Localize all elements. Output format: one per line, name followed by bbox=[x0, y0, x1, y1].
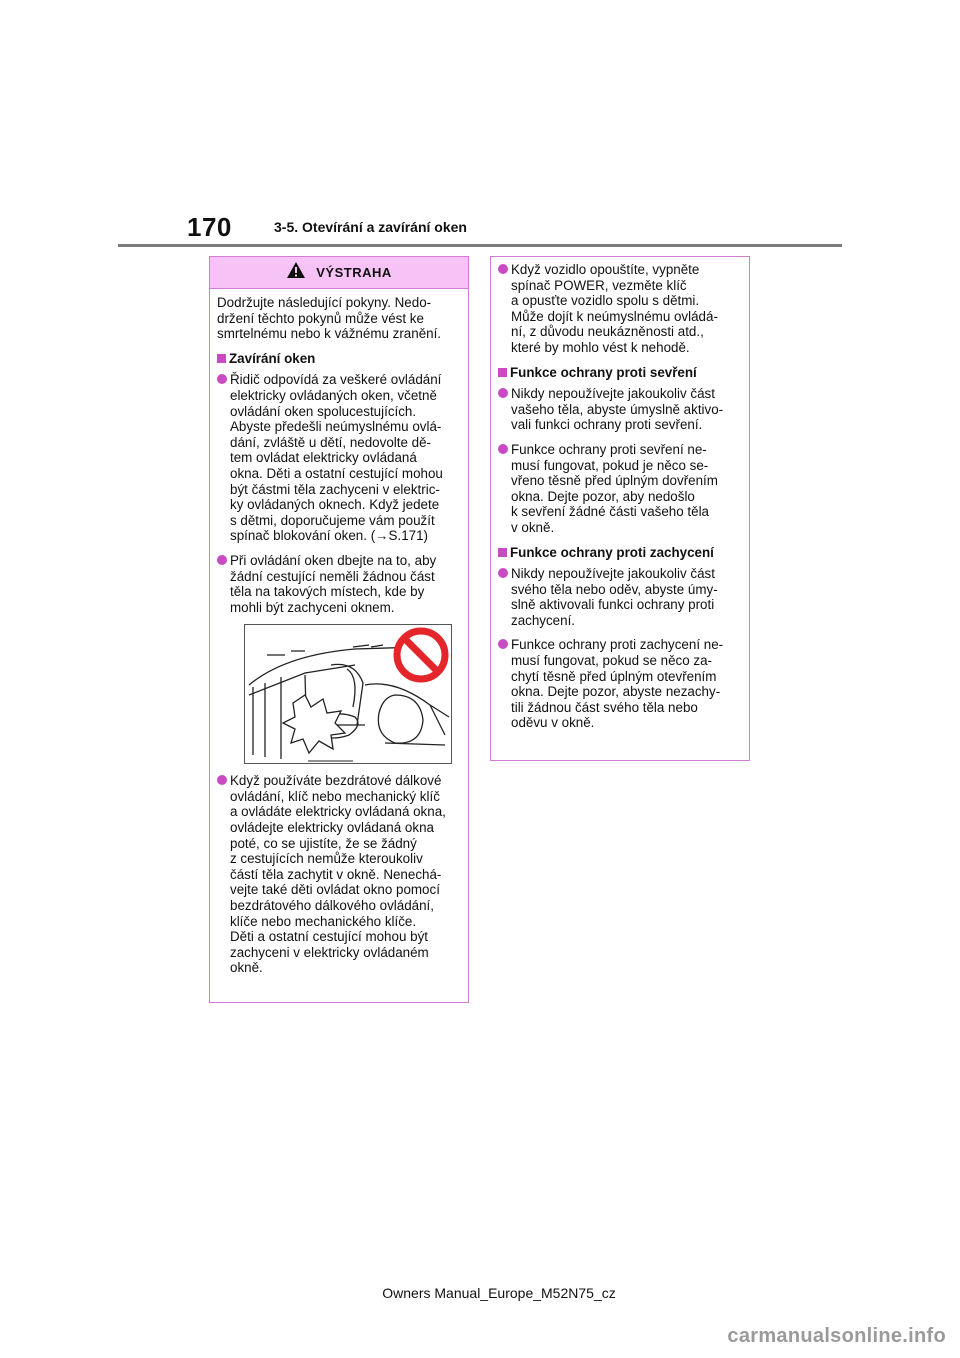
square-bullet-icon bbox=[217, 354, 226, 363]
section-title: 3-5. Otevírání a zavírání oken bbox=[274, 219, 467, 235]
section-heading-closing-windows bbox=[217, 351, 461, 367]
section-heading-label: Zavírání oken bbox=[229, 350, 316, 366]
circle-bullet-icon bbox=[498, 264, 508, 274]
header-divider bbox=[118, 244, 842, 247]
section-heading-label: Funkce ochrany proti sevření bbox=[510, 364, 697, 380]
list-item bbox=[217, 553, 461, 615]
section-heading-catch-protection bbox=[498, 545, 742, 561]
list-item bbox=[217, 773, 461, 976]
list-item bbox=[498, 442, 742, 536]
circle-bullet-icon bbox=[217, 775, 227, 785]
window-pinch-illustration bbox=[244, 624, 452, 764]
circle-bullet-icon bbox=[498, 639, 508, 649]
list-item-text: Funkce ochrany proti sevření ne- musí fungovat, pokud je něco se- vřeno těsně před úplným dovřením okna. Dejte pozor, aby nedošlo k sevření žádné části vašeho těla v okně. bbox=[511, 441, 718, 535]
warning-intro: Dodržujte následující pokyny. Nedo- držení těchto pokynů může vést ke smrtelnému nebo k vážnému zranění. bbox=[217, 295, 442, 342]
warning-header bbox=[210, 257, 468, 289]
circle-bullet-icon bbox=[217, 374, 227, 384]
list-item bbox=[498, 566, 742, 628]
list-item bbox=[498, 386, 742, 433]
list-item-text: Když vozidlo opouštíte, vypněte spínač POWER, vezměte klíč a opusťte vozidlo spolu s dětmi. Může dojít k neúmyslnému ovládá- ní, z důvodu neukázněnosti atd., které by mohlo vést k nehodě. bbox=[511, 262, 718, 355]
list-item-text: Funkce ochrany proti zachycení ne- musí fungovat, pokud se něco za- chytí těsně před úplným otevřením okna. Dejte pozor, abyste nezachy- tili žádnou část svého těla nebo oděvu v okně. bbox=[511, 637, 724, 731]
watermark: carmanualsonline.info bbox=[727, 1325, 946, 1347]
circle-bullet-icon bbox=[217, 555, 227, 565]
section-heading-pinch-protection bbox=[498, 365, 742, 381]
warning-box-right bbox=[490, 256, 750, 761]
list-item-text: Při ovládání oken dbejte na to, aby žádní cestující neměli žádnou část těla na takových místech, kde by mohli být zachyceni oknem. bbox=[230, 552, 437, 615]
prohibition-icon bbox=[397, 631, 445, 679]
warning-title: VÝSTRAHA bbox=[316, 265, 392, 280]
circle-bullet-icon bbox=[498, 444, 508, 454]
circle-bullet-icon bbox=[498, 388, 508, 398]
list-item-text: Když používáte bezdrátové dálkové ovládání, klíč nebo mechanický klíč a ovládáte elektricky ovládaná okna, ovládejte elektricky ovládaná okna poté, co se ujistíte, že se žádný z cestujících nemůže kteroukoliv částí těla zachytit v okně. Nenechá- vejte také děti ovládat okno pomocí bezdrátového dálkového ovládání, klíče nebo mechanického klíče. Děti a ostatní cestující mohou být zachyceni v elektricky ovládaném okně. bbox=[230, 773, 446, 976]
list-item-text: Nikdy nepoužívejte jakoukoliv část vašeho těla, abyste úmyslně aktivo- vali funkci ochrany proti sevření. bbox=[511, 386, 724, 433]
square-bullet-icon bbox=[498, 368, 507, 377]
list-item bbox=[498, 262, 742, 356]
list-item bbox=[498, 637, 742, 731]
section-heading-label: Funkce ochrany proti zachycení bbox=[510, 544, 714, 560]
list-item-text: Nikdy nepoužívejte jakoukoliv část svého těla nebo oděv, abyste úmy- slně aktivovali funkci ochrany proti zachycení. bbox=[511, 566, 718, 628]
list-item-text: Řidič odpovídá za veškeré ovládání elektricky ovládaných oken, včetně ovládání oken spolucestujících. Abyste předešli neúmyslnému ovlá- dání, zvláště u dětí, nedovolte dě- tem ovládat elektricky ovládaná okna. Děti a ostatní cestující mohou být částmi těla zachyceni v elektric- ky ovládaných oknech. Když jedete s dětmi, doporučujeme vám použít spínač blokování oken. (→S.171) bbox=[230, 372, 443, 544]
page-number: 170 bbox=[187, 212, 232, 242]
footer-text: Owners Manual_Europe_M52N75_cz bbox=[382, 1285, 616, 1301]
circle-bullet-icon bbox=[498, 568, 508, 578]
square-bullet-icon bbox=[498, 548, 507, 557]
warning-triangle-icon bbox=[286, 261, 306, 284]
list-item bbox=[217, 372, 461, 544]
warning-box-left bbox=[209, 256, 469, 1003]
